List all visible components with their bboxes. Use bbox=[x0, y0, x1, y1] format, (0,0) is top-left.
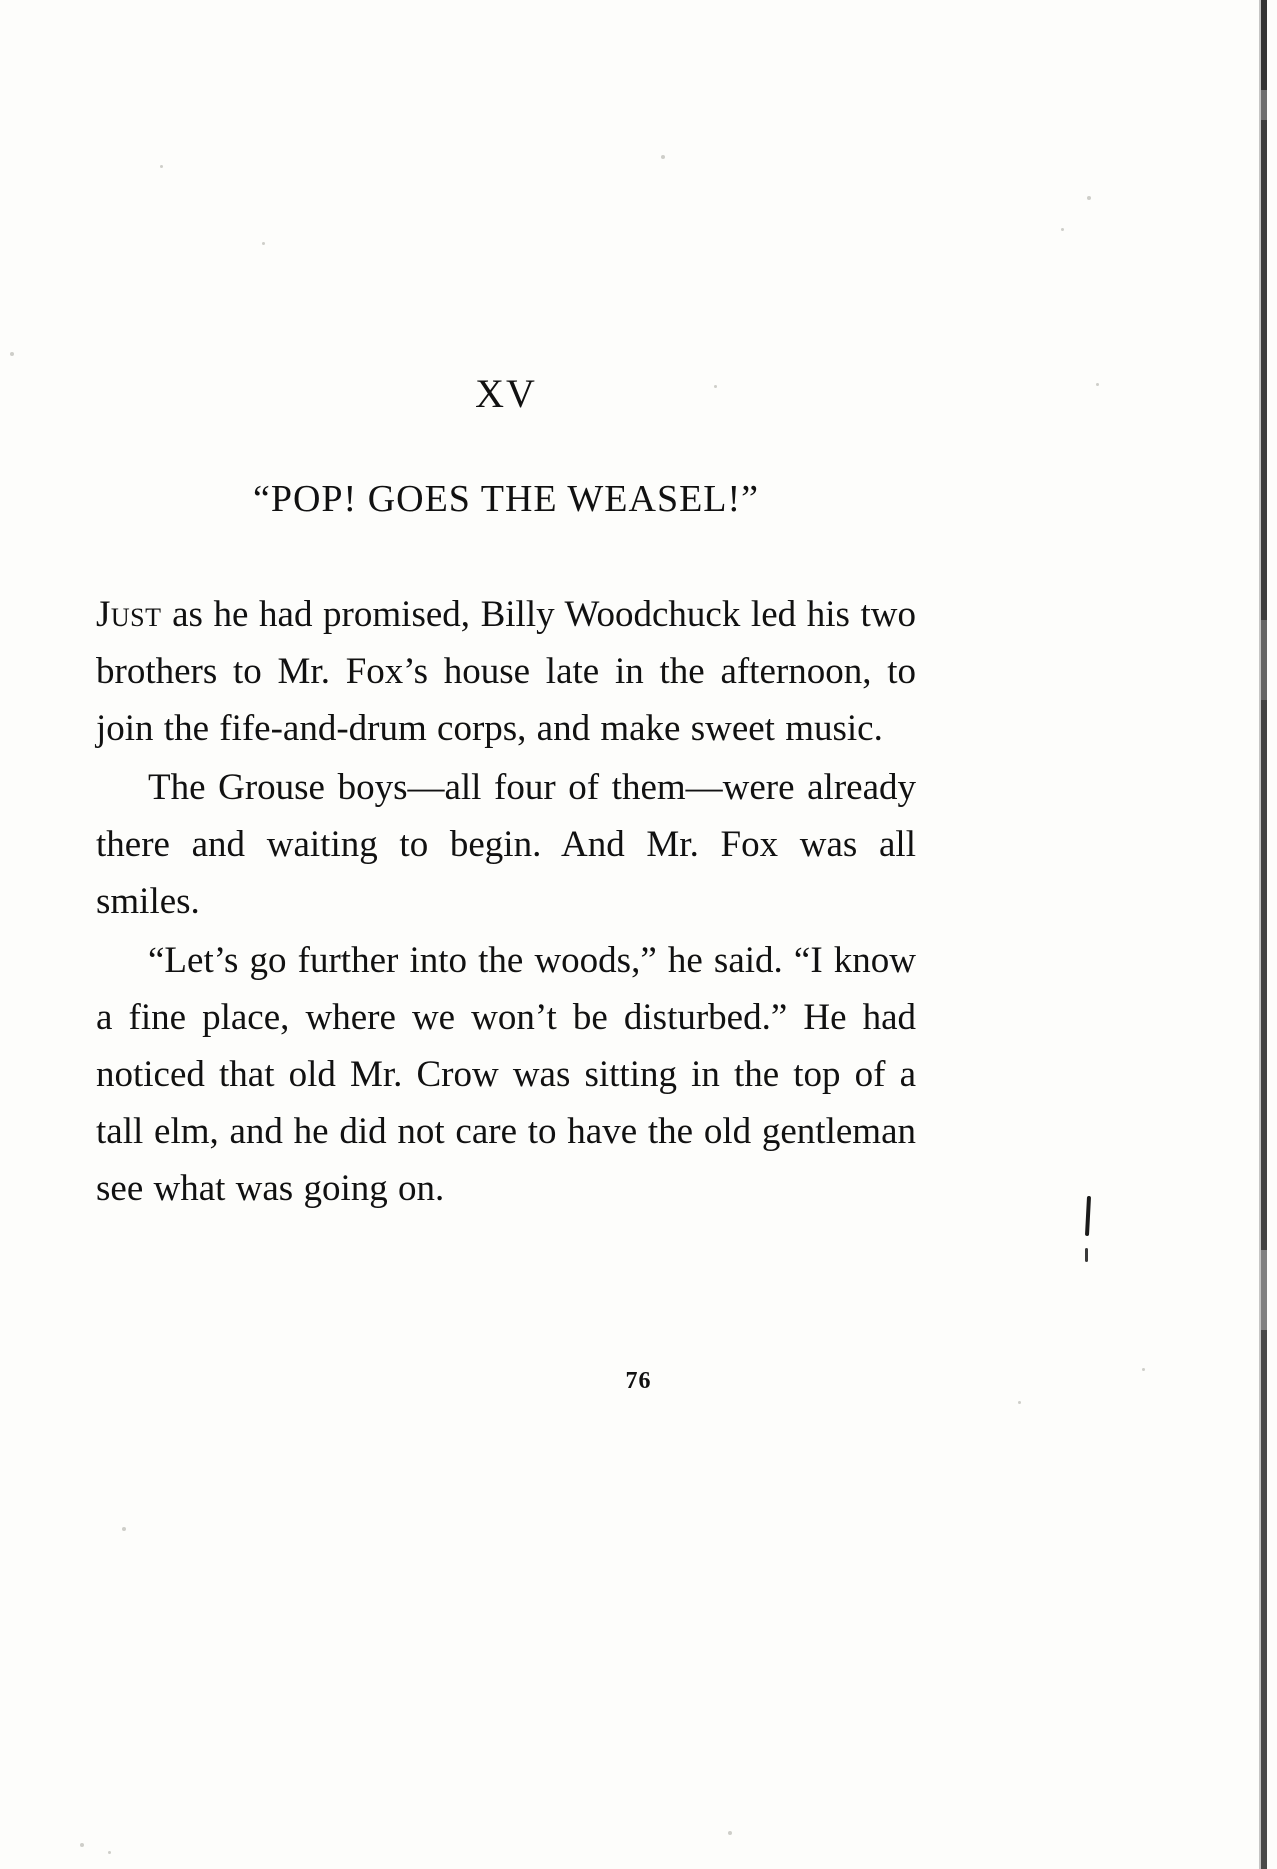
paragraph-2-text: The Grouse boys—all four of them—were already there and waiting to begin. And Mr. Fox was all smiles. bbox=[96, 766, 916, 922]
ink-smudge-mark bbox=[1085, 1196, 1091, 1236]
paragraph-2 bbox=[96, 760, 916, 931]
chapter-number: XV bbox=[475, 371, 537, 416]
paragraph-1-lead-in: Just bbox=[96, 594, 162, 635]
scan-speckle bbox=[661, 155, 665, 159]
scan-speckle bbox=[1096, 383, 1099, 386]
scan-speckle bbox=[1061, 228, 1064, 231]
page-number: 76 bbox=[625, 1368, 652, 1394]
ink-smudge-mark bbox=[1085, 1248, 1088, 1262]
page-title: “POP! GOES THE WEASEL!” bbox=[252, 478, 760, 520]
scan-speckle bbox=[1018, 1401, 1021, 1404]
paragraph-1-text: as he had promised, Billy Woodchuck led his two brothers to Mr. Fox’s house late in the afternoon, to join the fife-and-drum corps, and make sweet music. bbox=[96, 594, 916, 749]
page-text-block bbox=[96, 370, 916, 1220]
scan-speckle bbox=[108, 1851, 111, 1854]
paragraph-1 bbox=[96, 587, 916, 758]
binding-edge-highlight bbox=[1259, 0, 1261, 1869]
scan-speckle bbox=[10, 352, 14, 356]
scan-speckle bbox=[122, 1527, 126, 1531]
paragraph-3 bbox=[96, 933, 916, 1218]
scan-speckle bbox=[80, 1843, 84, 1847]
scan-speckle bbox=[1087, 196, 1091, 200]
scan-speckle bbox=[262, 242, 265, 245]
scan-speckle bbox=[160, 165, 163, 168]
scan-speckle bbox=[728, 1831, 732, 1835]
binding-edge-shadow bbox=[1261, 0, 1267, 1869]
paragraph-3-text: “Let’s go further into the woods,” he said. “I know a fine place, where we won’t be disturbed.” He had noticed that old Mr. Crow was sitting in the top of a tall elm, and he did not care to have the old gentleman see what was going on. bbox=[96, 939, 916, 1209]
